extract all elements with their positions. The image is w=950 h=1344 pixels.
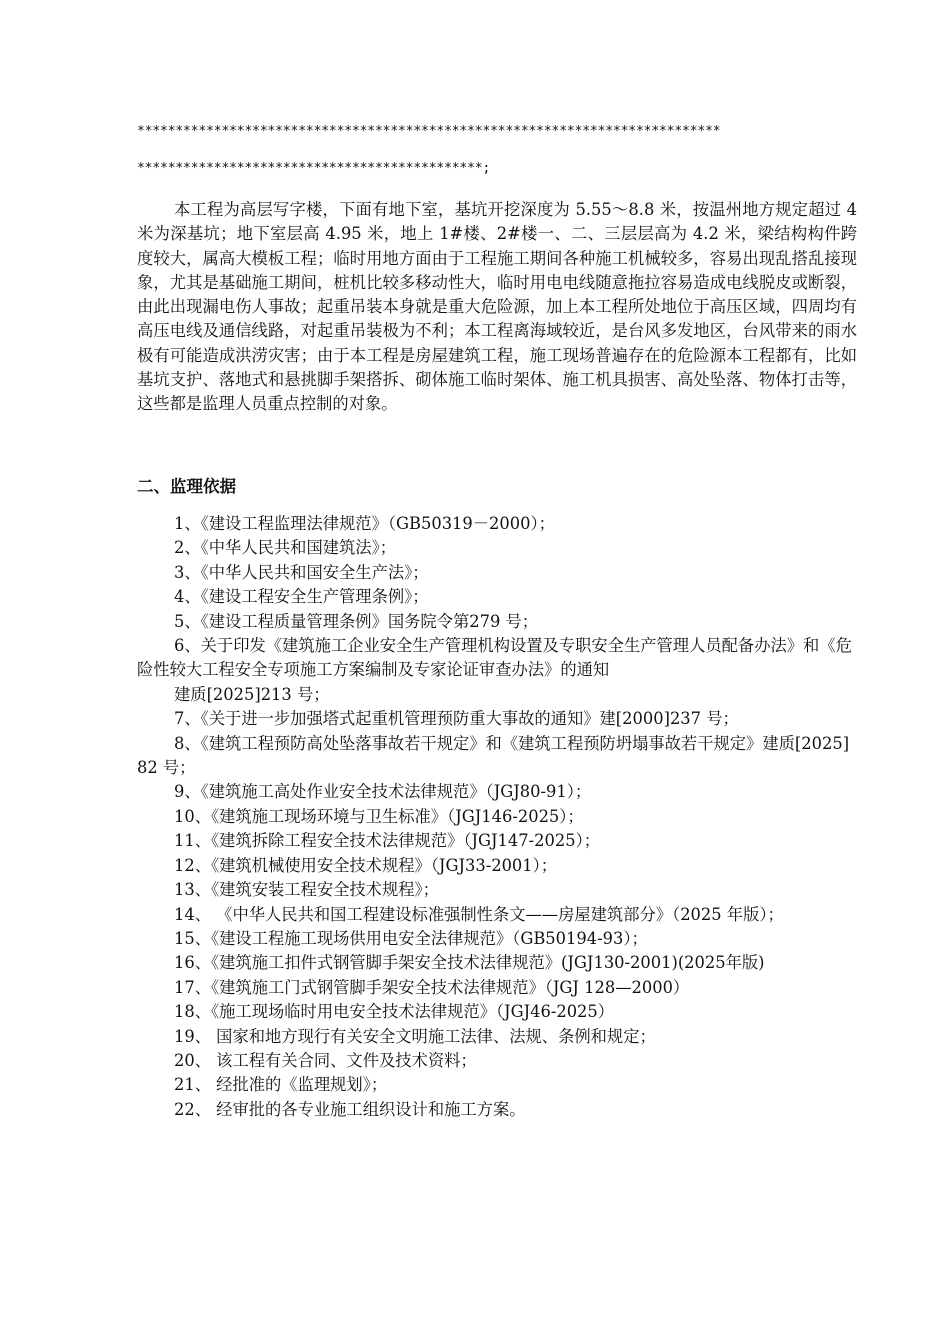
list-item: 21、 经批准的《监理规划》； — [174, 1075, 388, 1095]
list-item: 15、《建设工程施工现场供用电安全法律规范》（GB50194-93）； — [174, 928, 648, 948]
list-item: 19、 国家和地方现行有关安全文明施工法律、法规、条例和规定； — [174, 1026, 656, 1046]
list-item: 11、《建筑拆除工程安全技术法律规范》（JGJ147-2025）； — [174, 831, 600, 851]
list-item: 9、《建筑施工高处作业安全技术法律规范》（JGJ80-91）； — [174, 782, 592, 802]
list-item: 22、 经审批的各专业施工组织设计和施工方案。 — [174, 1099, 526, 1119]
intro-paragraph: 本工程为高层写字楼，下面有地下室，基坑开挖深度为 5.55～8.8 米，按温州地方规定超过 4 米为深基坑；地下室层高 4.95 米，地上 1#楼、2#楼一、二、三层层高为 4.2 米，梁结构构件跨度较大，属高大模板工程；临时用地方面由于工程施工期间各种施工机械较多，容易出现乱搭乱接现象，尤其是基础施工期间，桩机比较多移动性大，临时用电电线随意拖拉容易造成电线脱皮或断裂，由此出现漏电伤人事故；起重吊装本身就是重大危险源，加上本工程所处地位于高压区域，四周均有高压电线及通信线路，对起重吊装极为不利；本工程离海域较近，是台风多发地区，台风带来的雨水极有可能造成洪涝灾害；由于本工程是房屋建筑工程，施工现场普遍存在的危险源本工程都有，比如基坑支护、落地式和悬挑脚手架搭拆、砌体施工临时架体、施工机具损害、高处坠落、物体打击等，这些都是监理人员重点控制的对象。 — [137, 200, 857, 414]
section-heading: 二、监理依据 — [137, 477, 236, 496]
list-item: 3、《中华人民共和国安全生产法》； — [174, 562, 429, 582]
list-item: 5、《建设工程质量管理条例》国务院令第279 号； — [174, 611, 539, 631]
reference-list — [137, 512, 859, 1122]
list-item — [137, 634, 859, 707]
list-item: 1、《建设工程监理法律规范》（GB50319－2000）； — [174, 514, 555, 533]
list-item: 17、《建筑施工门式钢管脚手架安全技术法律规范》（JGJ 128—2000） — [174, 977, 690, 997]
list-item: 12、《建筑机械使用安全技术规程》（JGJ33-2001）； — [174, 855, 558, 875]
list-item: 8、《建筑工程预防高处坠落事故若干规定》和《建筑工程预防坍塌事故若干规定》建质[2025]82 号； — [137, 733, 850, 778]
list-item: 2、《中华人民共和国建筑法》； — [174, 538, 397, 558]
list-item: 13、《建筑安装工程安全技术规程》； — [174, 880, 439, 900]
list-item: 18、《施工现场临时用电安全技术法律规范》（JGJ46-2025） — [174, 1002, 615, 1022]
list-item: 4、《建设工程安全生产管理条例》； — [174, 587, 429, 607]
list-item-continuation: 建质[2025]213 号； — [174, 684, 330, 704]
list-item: 16、《建筑施工扣件式钢管脚手架安全技术法律规范》(JGJ130-2001)(2025年版) — [174, 953, 765, 973]
list-item: 7、《关于进一步加强塔式起重机管理预防重大事故的通知》建[2000]237 号； — [174, 709, 739, 729]
list-item: 14、 《中华人民共和国工程建设标准强制性条文——房屋建筑部分》（2025 年版）； — [174, 904, 784, 924]
list-item: 20、 该工程有关合同、文件及技术资料； — [174, 1050, 477, 1070]
list-item-text: 6、关于印发《建筑施工企业安全生产管理机构设置及专职安全生产管理人员配备办法》和《危险性较大工程安全专项施工方案编制及专家论证审查办法》的通知 — [137, 636, 852, 680]
list-item: 10、《建筑施工现场环境与卫生标准》（JGJ146-2025）； — [174, 806, 584, 826]
separator-line-2: *********************************************; — [137, 161, 491, 176]
separator-line-1: **************************************************************************** — [137, 124, 721, 139]
